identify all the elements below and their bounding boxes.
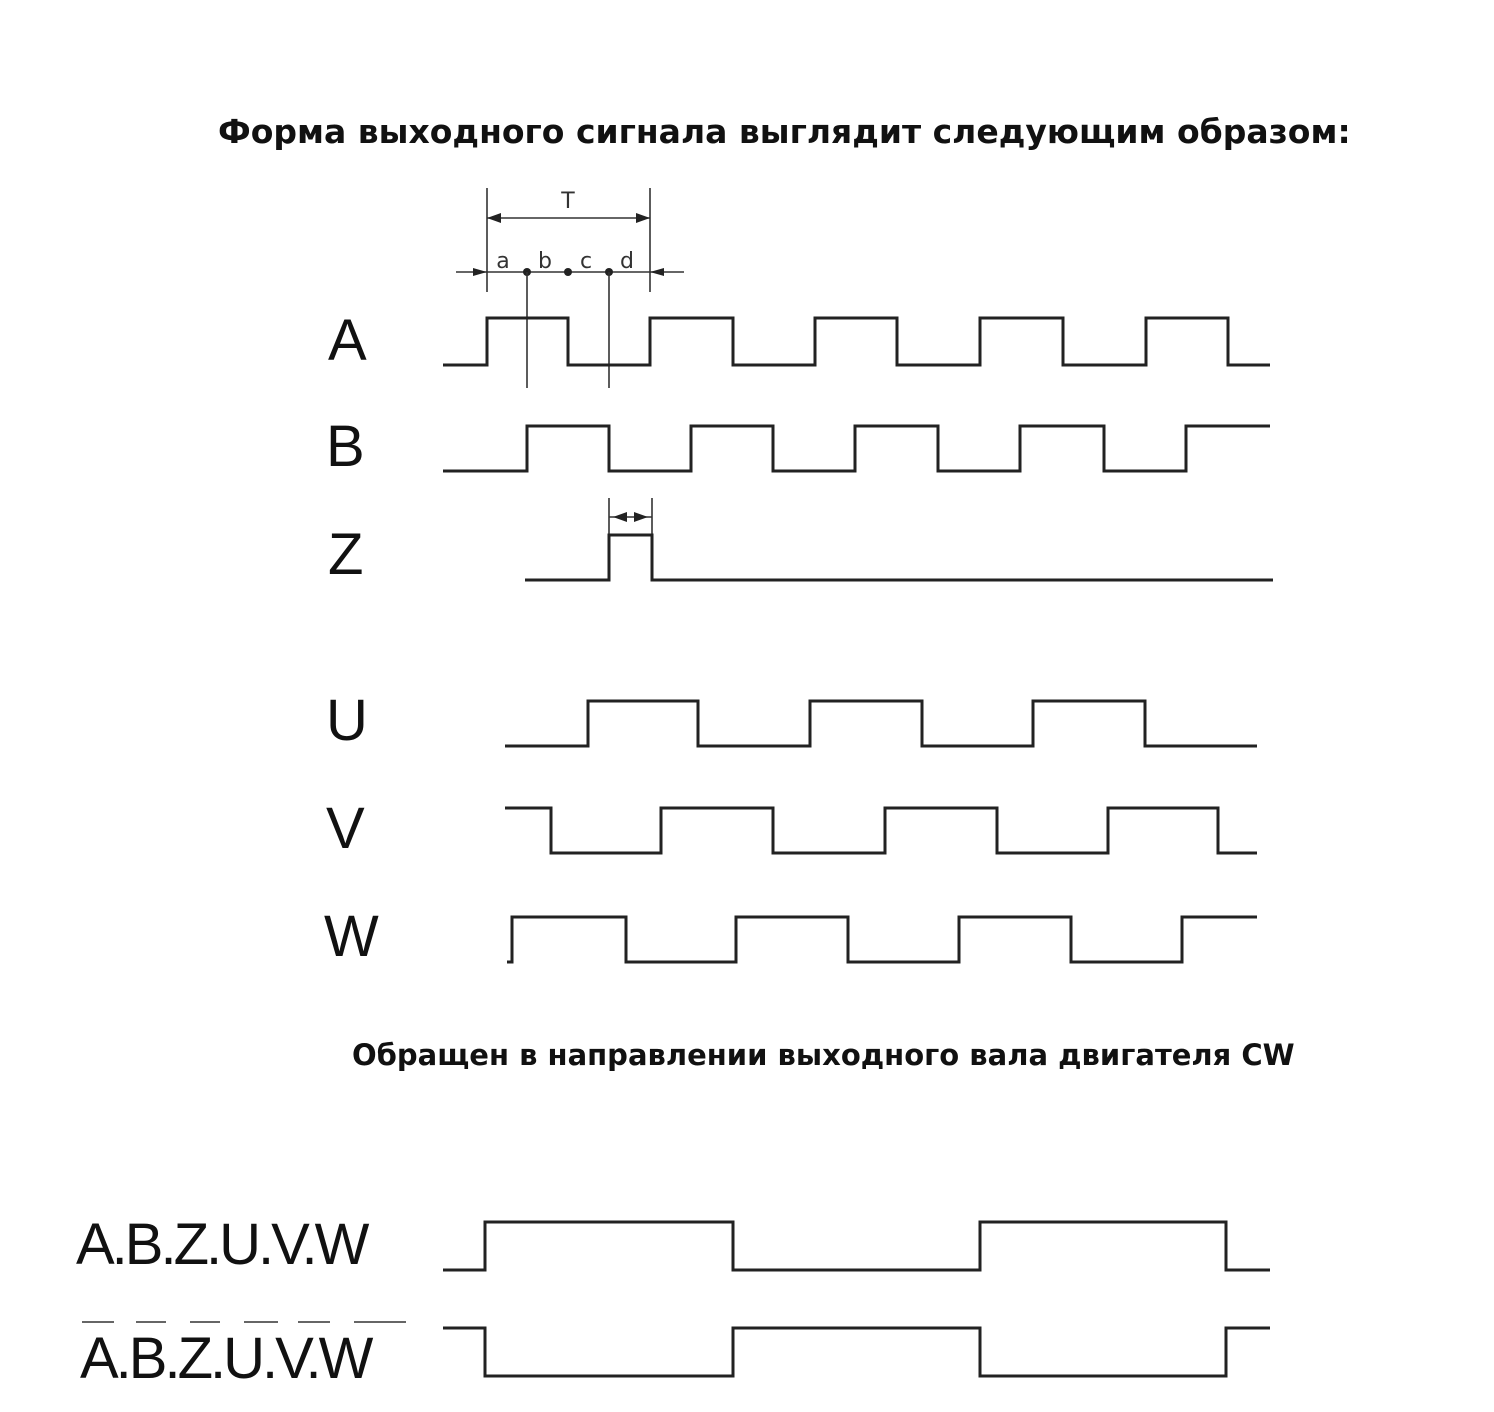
bottom-label-inverted: A.B.Z.U.V.W (80, 1326, 371, 1391)
phase-label-a: a (496, 249, 510, 274)
waveform-v (505, 808, 1257, 853)
waveform-bottom-inverted (443, 1328, 1270, 1376)
period-arrow-right (636, 213, 650, 223)
waveform-a (443, 318, 1270, 365)
phase-label-b: b (538, 249, 552, 274)
diagram-title: Форма выходного сигнала выглядит следующим образом: (218, 112, 1351, 151)
bottom-label-direct: A.B.Z.U.V.W (76, 1212, 367, 1277)
waveform-b (443, 426, 1270, 471)
z-width-arrow-right (634, 512, 648, 522)
diagram-subtitle: Обращен в направлении выходного вала двигателя CW (352, 1038, 1295, 1072)
phase-label-d: d (620, 249, 634, 274)
z-pulse-width-dimension (609, 498, 652, 534)
period-arrow-left (487, 213, 501, 223)
signal-label-v: V (326, 796, 365, 861)
phase-arrow-right (650, 268, 664, 276)
signal-label-w: W (324, 904, 379, 969)
phase-label-c: c (579, 249, 593, 274)
signal-label-b: B (326, 414, 365, 479)
period-label: T (561, 189, 575, 214)
waveform-z (525, 535, 1273, 580)
waveform-bottom-direct (443, 1222, 1270, 1270)
z-width-arrow-left (613, 512, 627, 522)
waveform-w (507, 917, 1257, 962)
signal-label-a: A (328, 308, 367, 373)
waveform-u (505, 701, 1257, 746)
signal-label-u: U (326, 688, 368, 753)
phase-marker-bc (564, 268, 572, 276)
period-dimension (487, 188, 650, 292)
signal-label-z: Z (328, 522, 364, 587)
phase-arrow-left (473, 268, 487, 276)
